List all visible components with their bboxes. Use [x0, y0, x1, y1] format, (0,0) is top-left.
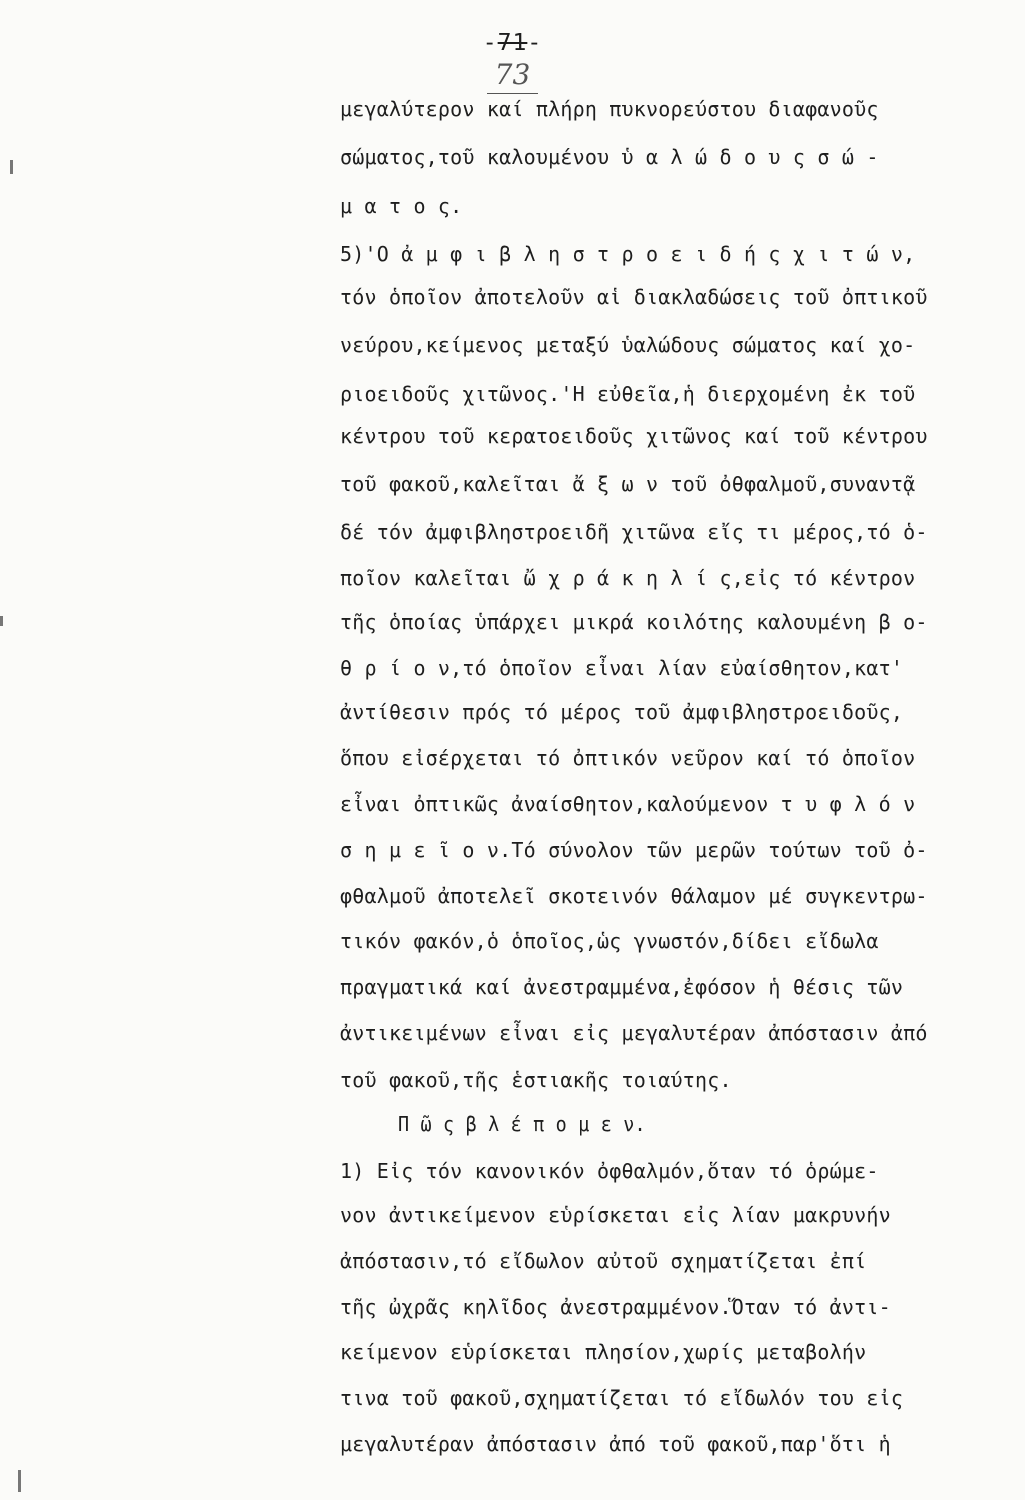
- text-line: τοῦ φακοῦ,τῆς ἑστιακῆς τοιαύτης.: [340, 1068, 732, 1092]
- text-line: δέ τόν ἀμφιβληστροειδῆ χιτῶνα εἴς τι μέρος,τό ὁ-: [340, 520, 928, 544]
- text-line: τῆς ὠχρᾶς κηλῖδος ἀνεστραμμένον.Ὅταν τό ἀντι-: [340, 1295, 891, 1319]
- text-line: τικόν φακόν,ὁ ὁποῖος,ὡς γνωστόν,δίδει εἴδωλα: [340, 929, 879, 953]
- text-line: τόν ὁποῖον ἀποτελοῦν αἱ διακλαδώσεις τοῦ ὀπτικοῦ: [340, 285, 928, 309]
- text-line: κέντρου τοῦ κερατοειδοῦς χιτῶνος καί τοῦ κέντρου: [340, 424, 928, 448]
- text-line: ποῖον καλεῖται ὤ χ ρ ά κ η λ ί ς,εἰς τό κέντρον: [340, 566, 916, 590]
- text-line: εἶναι ὀπτικῶς ἀναίσθητον,καλούμενον τ υ φ λ ό ν: [340, 792, 916, 816]
- page-number-prefix: -: [482, 30, 498, 56]
- text-line: νον ἀντικείμενον εὑρίσκεται εἰς λίαν μακρυνήν: [340, 1203, 891, 1227]
- margin-mark: [10, 160, 13, 174]
- text-line: φθαλμοῦ ἀποτελεῖ σκοτεινόν θάλαμον μέ συγκεντρω-: [340, 884, 928, 908]
- text-line: σ η μ ε ῖ ο ν.Τό σύνολον τῶν μερῶν τούτων τοῦ ὀ-: [340, 838, 928, 862]
- text-line: πραγματικά καί ἀνεστραμμένα,ἐφόσον ἡ θέσις τῶν: [340, 975, 904, 999]
- text-line: τοῦ φακοῦ,καλεῖται ἄ ξ ω ν τοῦ ὀθφαλμοῦ,συναντᾷ: [340, 472, 916, 496]
- text-line: 5)'Ο ἀ μ φ ι β λ η σ τ ρ ο ε ι δ ή ς χ ι τ ώ ν,: [340, 242, 916, 266]
- text-line: μ α τ ο ς.: [340, 194, 463, 218]
- text-line: μεγαλυτέραν ἀπόστασιν ἀπό τοῦ φακοῦ,παρ'ὅτι ἡ: [340, 1432, 891, 1456]
- text-line: 1) Εἰς τόν κανονικόν ὀφθαλμόν,ὅταν τό ὁρώμε-: [340, 1159, 879, 1183]
- text-line: θ ρ ί ο ν,τό ὁποῖον εἶναι λίαν εὐαίσθητον,κατ': [340, 656, 904, 680]
- page-number-suffix: -: [527, 30, 543, 56]
- handwritten-page-number: [0, 58, 1025, 94]
- text-line: μεγαλύτερον καί πλήρη πυκνορεύστου διαφανοῦς: [340, 97, 879, 121]
- text-line: σώματος,τοῦ καλουμένου ὑ α λ ώ δ ο υ ς σ ώ -: [340, 145, 879, 169]
- text-line: νεύρου,κείμενος μεταξύ ὑαλώδους σώματος καί χο-: [340, 333, 916, 357]
- text-line: ἀντικειμένων εἶναι εἰς μεγαλυτέραν ἀπόστασιν ἀπό: [340, 1021, 928, 1045]
- text-line: τῆς ὁποίας ὑπάρχει μικρά κοιλότης καλουμένη β ο-: [340, 610, 928, 634]
- text-line: κείμενον εὑρίσκεται πλησίον,χωρίς μεταβολήν: [340, 1340, 867, 1364]
- text-line: ὅπου εἰσέρχεται τό ὀπτικόν νεῦρον καί τό ὁποῖον: [340, 746, 916, 770]
- margin-mark: [0, 616, 3, 626]
- page-number: [0, 30, 1025, 56]
- text-line: ἀντίθεσιν πρός τό μέρος τοῦ ἀμφιβληστροειδοῦς,: [340, 700, 904, 724]
- text-line: τινα τοῦ φακοῦ,σχηματίζεται τό εἴδωλόν του εἰς: [340, 1386, 904, 1410]
- section-heading: Π ῶ ς β λ έ π ο μ ε ν.: [398, 1112, 646, 1136]
- page-number-value: 71: [497, 30, 528, 56]
- handwritten-page-number-value: 73: [487, 58, 539, 94]
- text-line: ριοειδοῦς χιτῶνος.'Η εὐθεῖα,ἡ διερχομένη ἐκ τοῦ: [340, 382, 916, 406]
- text-line: ἀπόστασιν,τό εἴδωλον αὐτοῦ σχηματίζεται ἐπί: [340, 1249, 867, 1273]
- margin-mark: [18, 1470, 21, 1492]
